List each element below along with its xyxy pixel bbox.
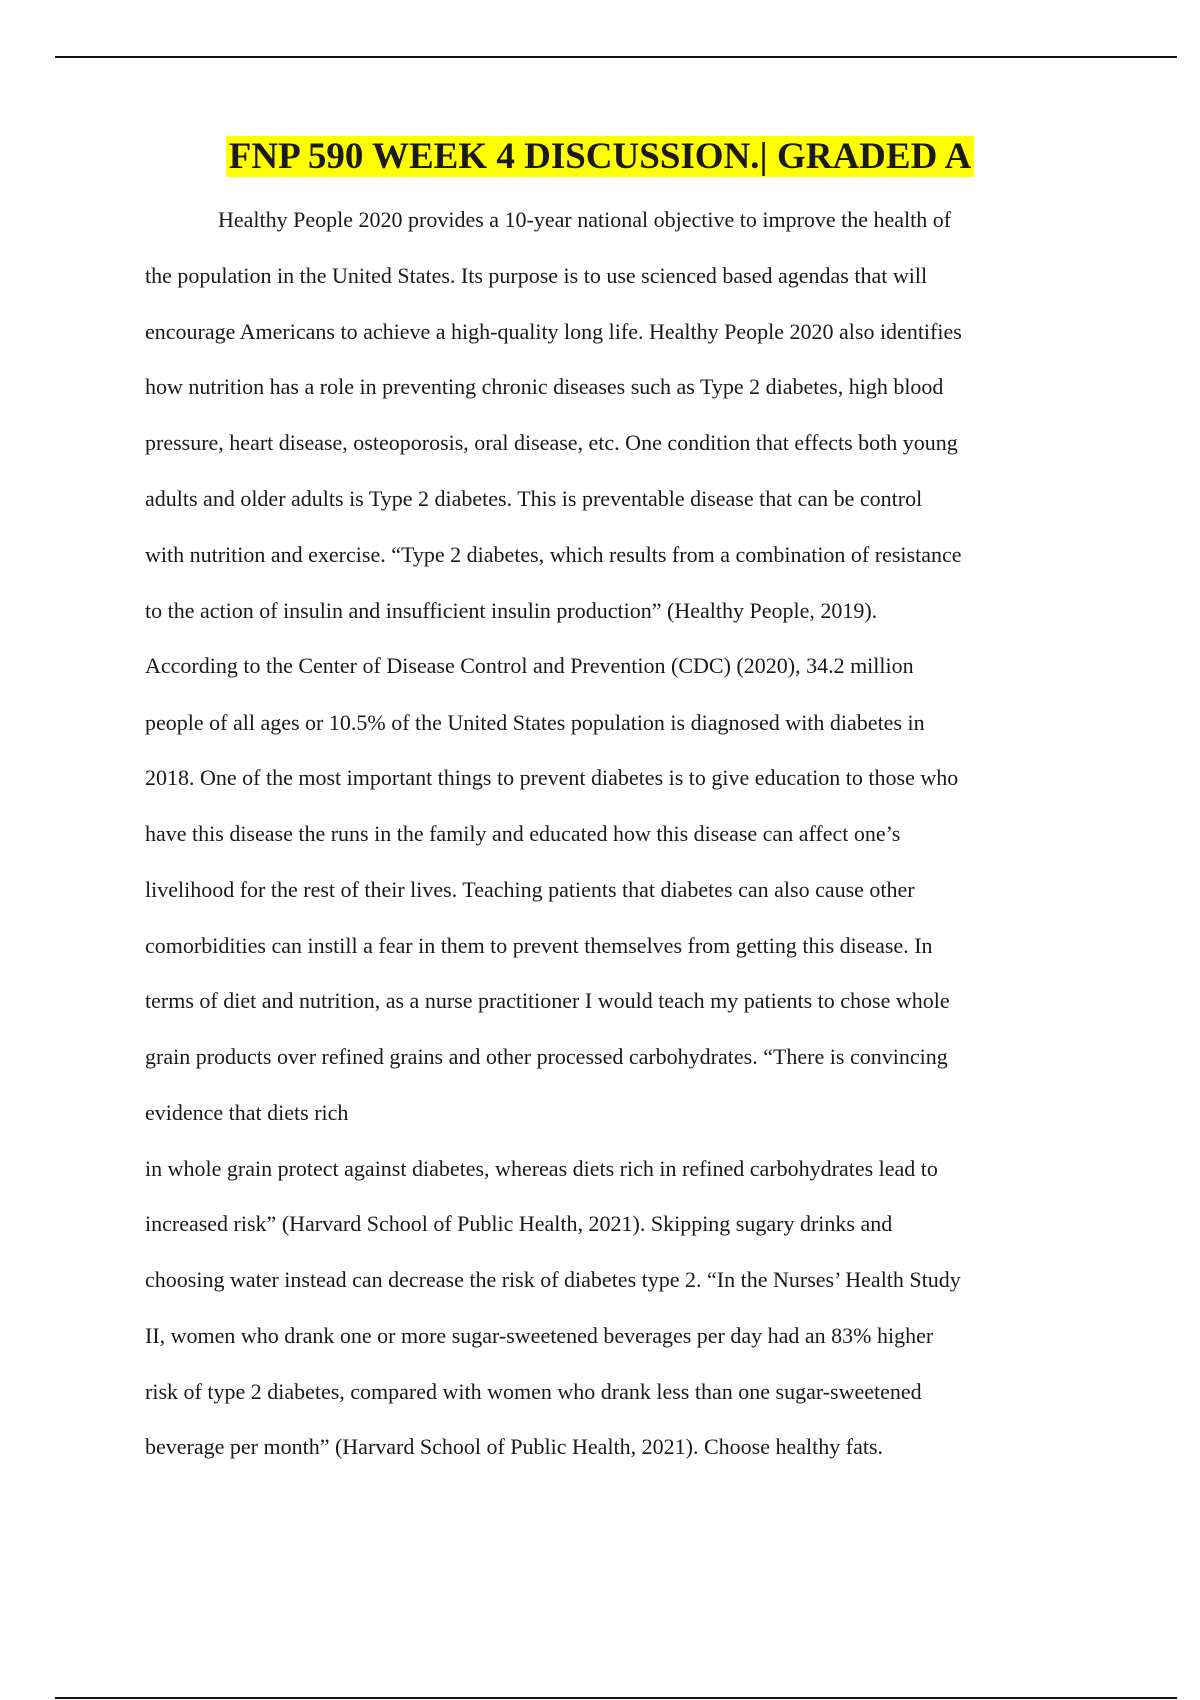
bottom-rule <box>55 1697 1177 1699</box>
body-line: adults and older adults is Type 2 diabetes. This is preventable disease that can be control <box>145 486 923 511</box>
top-rule <box>55 56 1177 58</box>
body-line: II, women who drank one or more sugar-sweetened beverages per day had an 83% higher <box>145 1323 934 1348</box>
body-line: 2018. One of the most important things to prevent diabetes is to give education to those who <box>145 765 959 790</box>
body-line: livelihood for the rest of their lives. Teaching patients that diabetes can also cause other <box>145 877 915 902</box>
body-line: to the action of insulin and insufficient insulin production” (Healthy People, 2019). <box>145 598 878 623</box>
document-title <box>0 133 1200 181</box>
body-line: in whole grain protect against diabetes, whereas diets rich in refined carbohydrates lead to <box>145 1156 938 1181</box>
body-line: evidence that diets rich <box>145 1100 349 1125</box>
body-line: how nutrition has a role in preventing chronic diseases such as Type 2 diabetes, high blood <box>145 374 944 399</box>
body-line: beverage per month” (Harvard School of Public Health, 2021). Choose healthy fats. <box>145 1434 884 1459</box>
body-line: comorbidities can instill a fear in them to prevent themselves from getting this disease. In <box>145 933 933 958</box>
body-line: with nutrition and exercise. “Type 2 diabetes, which results from a combination of resistance <box>145 542 962 567</box>
body-line: pressure, heart disease, osteoporosis, oral disease, etc. One condition that effects both young <box>145 430 958 455</box>
body-line: people of all ages or 10.5% of the United States population is diagnosed with diabetes in <box>145 710 925 735</box>
body-line: According to the Center of Disease Control and Prevention (CDC) (2020), 34.2 million <box>145 653 914 678</box>
body-line: terms of diet and nutrition, as a nurse practitioner I would teach my patients to chose whole <box>145 988 950 1013</box>
body-line: encourage Americans to achieve a high-quality long life. Healthy People 2020 also identifies <box>145 319 962 344</box>
body-line: increased risk” (Harvard School of Public Health, 2021). Skipping sugary drinks and <box>145 1211 893 1236</box>
body-line: the population in the United States. Its purpose is to use scienced based agendas that will <box>145 263 928 288</box>
body-line: have this disease the runs in the family and educated how this disease can affect one’s <box>145 821 901 846</box>
body-line: Healthy People 2020 provides a 10-year national objective to improve the health of <box>218 207 952 232</box>
body-line: choosing water instead can decrease the risk of diabetes type 2. “In the Nurses’ Health Study <box>145 1267 961 1292</box>
body-line: risk of type 2 diabetes, compared with women who drank less than one sugar-sweetened <box>145 1379 922 1404</box>
title-highlight: FNP 590 WEEK 4 DISCUSSION.| GRADED A <box>226 136 974 177</box>
body-line: grain products over refined grains and other processed carbohydrates. “There is convincing <box>145 1044 948 1069</box>
